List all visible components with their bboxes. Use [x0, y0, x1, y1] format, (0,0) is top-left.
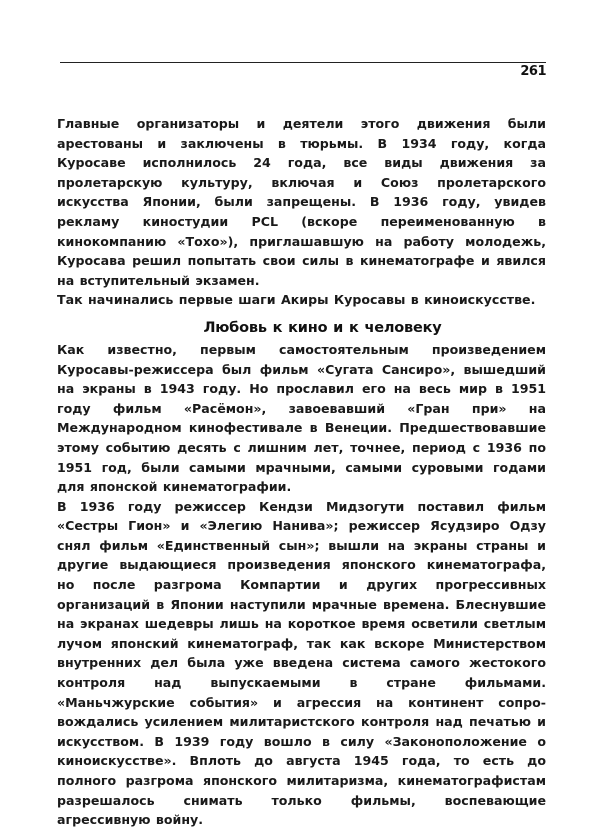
paragraph: В 1936 году режиссер Кендзи Мидзогути поставил фильм «Сестры Гион» и «Элегию Нанива»; режиссер Ясудзиро Одзу снял фильм «Единственный сын»; вышли на экраны страны и другие выдающиеся произведения японского кинематографа, но после разгрома Компартии и других прогрессивных организаций в Японии наступили мрачные времена. Блеснувшие на экранах шедевры лишь на короткое время осветили светлым лучом японский кинематограф, так как вскоре Министерством внутренних дел была уже введена система самого жестокого контроля над выпускаемыми в стране фильмами. «Маньчжурские события» и агрессия на континент сопровождались усилением милитаристского контроля над печатью и искусством. В 1939 году вошло в силу «Законоположение о киноискусстве». Вплоть до августа 1945 года, то есть до полного разгрома японского милитаризма, кинематографистам разрешалось снимать только фильмы, воспевающие агрессивную войну.: [57, 498, 546, 828]
paragraph: Главные организаторы и деятели этого движения были арестованы и заключены в тюрьмы. В 1934 году, когда Куросаве исполнилось 24 года, все виды движения за пролетарскую культуру, включая и Союз пролетарского искусства Японии, были запрещены. В 1936 году, увидев рекламу киностудии PCL (вскоре переименованную в кинокомпанию «Тохо»), приглашавшую на работу молодежь, Куросава решил попытать свои силы в кинематографе и явился на вступительный экзамен.: [57, 116, 546, 288]
running-head: [60, 62, 546, 80]
page-number: 261: [520, 64, 546, 79]
section-heading: Любовь к кино и к человеку: [203, 319, 442, 336]
body-text: [57, 114, 546, 830]
paragraph: Так начинались первые шаги Акиры Куросавы в киноискусстве.: [57, 292, 536, 308]
paragraph: Как известно, первым самостоятельным произведением Куросавы-режиссера был фильм «Сугата Сансиро», вышедший на экраны в 1943 году. Но прославил его на весь мир в 1951 году фильм «Расёмон», завоевавший «Гран при» на Международном кинофестивале в Венеции. Предшествовавшие этому событию десять с лишним лет, точнее, период с 1936 по 1951 год, были самыми мрачными, самыми суровыми годами для японской кинематографии.: [57, 341, 546, 495]
header-rule: [60, 62, 546, 63]
